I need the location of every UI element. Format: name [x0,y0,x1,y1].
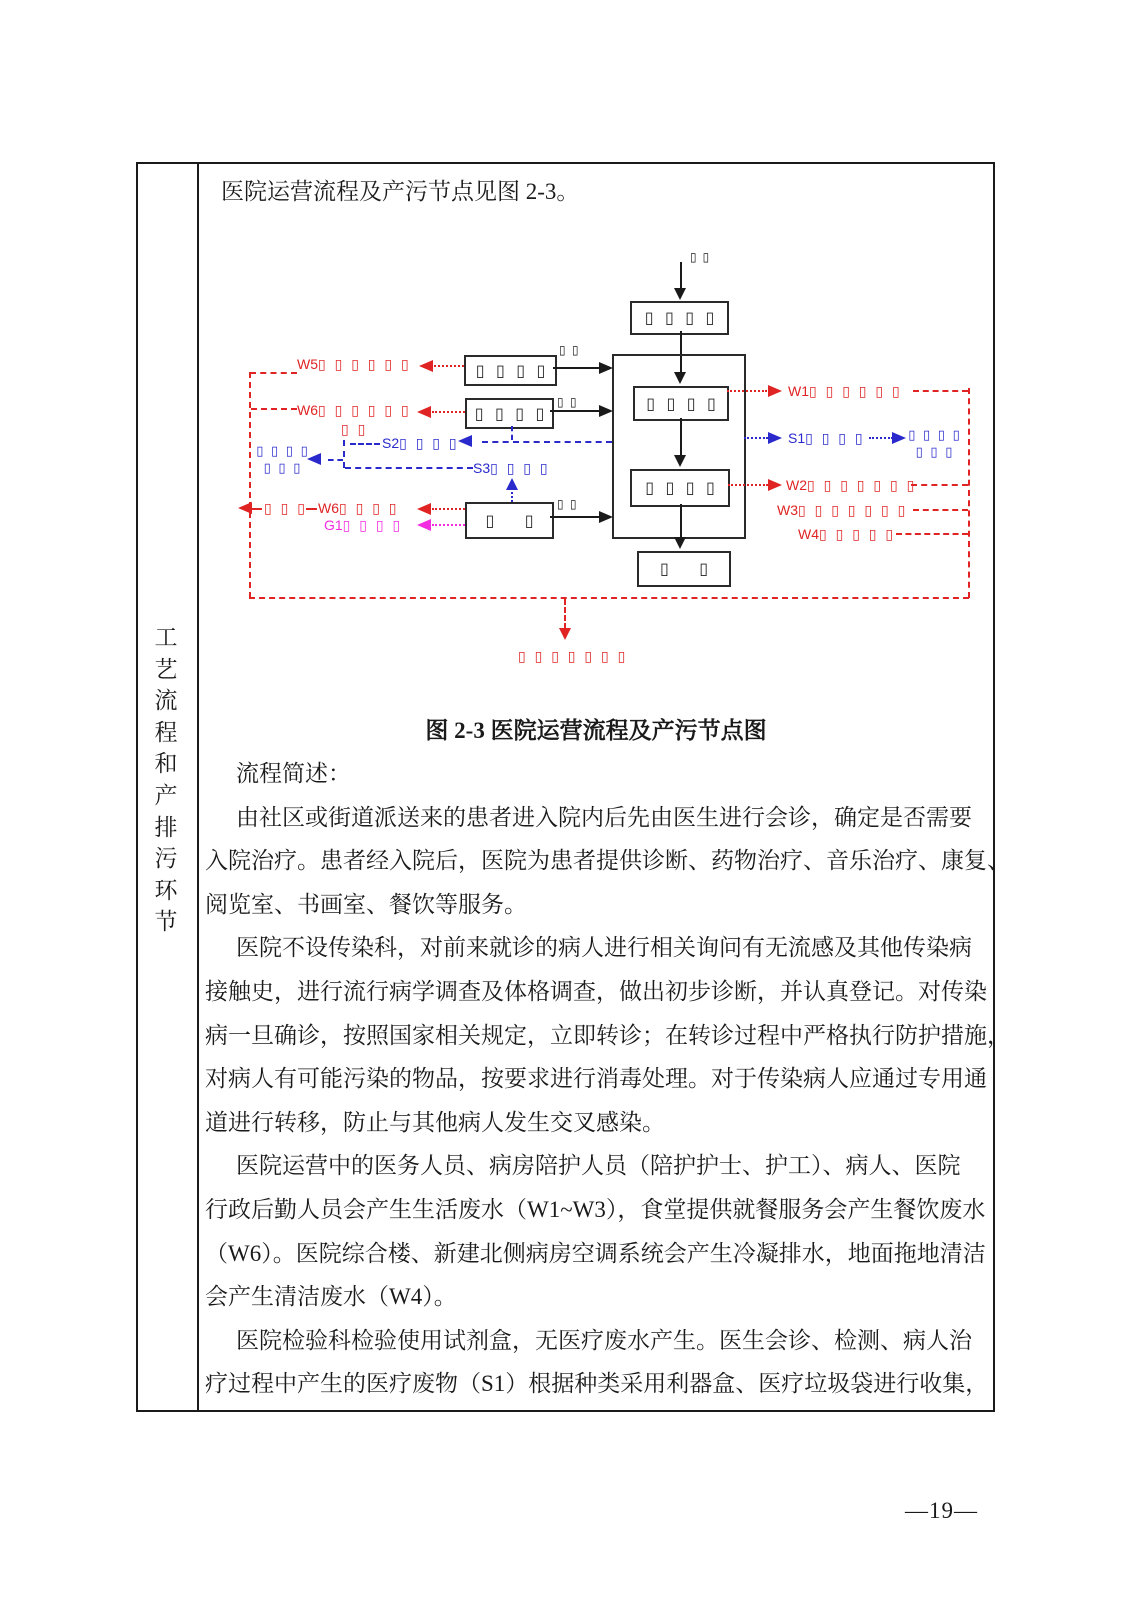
arrow-left-w5 [419,360,433,372]
flow-box-inner1: ▯ ▯ ▯ ▯ [633,386,729,421]
arrow-down-into-top-box [674,288,686,300]
flow-label-s3: S3▯ ▯ ▯ ▯ [473,460,548,476]
flow-line-inner1-inner2 [680,418,682,456]
dash-connector-w4 [896,533,968,535]
dotted-line-w6b [432,508,465,510]
feed-label-c: ▯ ▯ [557,497,577,511]
flow-box-main [612,354,746,539]
blue-left-text [252,442,312,476]
arrow-right-feed-a [599,362,613,374]
dash-connector-w2 [911,484,968,486]
body-line: 病一旦确诊，按照国家相关规定，立即转诊；在转诊过程中严格执行防护措施， [205,1022,1010,1048]
arrow-right-w1 [768,385,782,397]
flow-label-g1: G1▯ ▯ ▯ ▯ [324,517,401,533]
arrow-right-feed-c [599,511,613,523]
arrow-down-bottom-note [559,628,571,640]
flow-box-top: ▯ ▯ ▯ ▯ [630,301,729,335]
dash-exit-2 [306,508,317,510]
dashed-line-bottom-note [564,599,566,629]
dash-exit-1 [252,508,262,510]
row-header-process-flow: 工艺流程和产排污环节 [154,625,178,935]
body-line: 行政后勤人员会产生生活废水（W1~W3），食堂提供就餐服务会产生餐饮废水 [205,1196,986,1222]
body-line: 医院运营中的医务人员、病房陪护人员（陪护护士、护工）、病人、医院 [236,1153,961,1179]
body-line: 医院检验科检验使用试剂盒，无医疗废水产生。医生会诊、检测、病人治 [236,1327,972,1353]
body-line: 阅览室、书画室、餐饮等服务。 [205,891,527,917]
flow-label-w6b: W6▯ ▯ ▯ ▯ [318,500,397,516]
flow-label-w6: W6▯ ▯ ▯ ▯ ▯ ▯ [297,402,409,418]
flow-label-w2: W2▯ ▯ ▯ ▯ ▯ ▯ ▯ [786,477,915,493]
dotted-line-w6 [432,411,465,413]
red-boundary-left [249,372,251,598]
dashed-line-s2-right [482,441,612,443]
flow-label-bottom-note: ▯ ▯ ▯ ▯ ▯ ▯ ▯ [518,648,626,664]
flow-label-w4: W4▯ ▯ ▯ ▯ ▯ [798,526,894,542]
body-line: 疗过程中产生的医疗废物（S1）根据种类采用利器盒、医疗垃圾袋进行收集， [205,1371,989,1397]
drop-line-box-b [511,426,513,440]
flow-box-inner2: ▯ ▯ ▯ ▯ [630,469,730,507]
dotted-line-w5 [434,365,464,367]
dotted-line-s3-up [511,488,513,502]
flow-line-main-bottom [680,504,682,538]
dash-connector-w6 [251,408,297,410]
flow-label-w1: W1▯ ▯ ▯ ▯ ▯ ▯ [788,383,900,399]
body-line: 道进行转移，防止与其他病人发生交叉感染。 [205,1109,665,1135]
body-line: 接触史，进行流行病学调查及体格调查，做出初步诊断，并认真登记。对传染 [205,978,987,1004]
dotted-line-g1 [432,524,465,526]
table-column-divider [197,162,199,1410]
feed-line-c [550,516,600,518]
flow-box-left-a: ▯ ▯ ▯ ▯ [464,355,557,386]
elbow-s2-s3 [343,440,345,468]
arrow-down-into-bottom-box [674,537,686,549]
body-line: 入院治疗。患者经入院后，医院为患者提供诊断、药物治疗、音乐治疗、康复、 [205,848,1010,874]
flow-line-top [680,262,682,290]
arrow-right-feed-b [599,405,613,417]
page-number: —19— [905,1498,978,1523]
arrow-right-w2 [768,479,782,491]
arrow-left-w6 [417,406,431,418]
flow-label-w3: W3▯ ▯ ▯ ▯ ▯ ▯ ▯ [777,502,906,518]
body-line: （W6）。医院综合楼、新建北侧病房空调系统会产生冷凝排水，地面拖地清洁 [205,1240,986,1266]
arrow-left-w6b [417,503,431,515]
blue-right-line1: ▯ ▯ ▯ ▯ [908,427,960,442]
intro-sentence: 医院运营流程及产污节点见图 2-3。 [221,179,580,204]
flow-label-s1: S1▯ ▯ ▯ ▯ [788,430,863,446]
body-line: 流程简述： [236,761,351,786]
dashed-line-s2-left [350,443,380,445]
red-boundary-right [968,388,970,598]
dash-connector-w1 [913,390,968,392]
arrow-right-s1 [768,432,782,444]
red-boundary-bottom [249,597,969,599]
flow-label-top-feed: ▯ ▯ [690,250,710,264]
dash-connector-w5 [250,372,297,374]
body-text [205,752,1010,1406]
dash-connector-w3 [913,509,968,511]
flow-box-left-b: ▯ ▯ ▯ ▯ [465,398,554,429]
arrow-left-g1 [417,519,431,531]
body-line: 医院不设传染科，对前来就诊的病人进行相关询问有无流感及其他传染病 [236,935,972,961]
dotted-line-s1-block [869,437,893,439]
flow-box-left-c: ▯ ▯ [465,502,554,539]
dotted-line-w2 [728,484,768,486]
figure-caption: 图 2-3 医院运营流程及产污节点图 [425,718,767,743]
body-line: 对病人有可能污染的物品，按要求进行消毒处理。对于传染病人应通过专用通 [205,1066,987,1092]
flow-box-bottom: ▯ ▯ [637,551,731,587]
body-line: 会产生清洁废水（W4）。 [205,1284,457,1310]
arrow-left-s2 [458,435,472,447]
dashed-line-to-blue-block [328,459,343,461]
blue-left-line2: ▯ ▯ ▯ [263,460,301,475]
flow-label-w6-sub: ▯ ▯ [341,421,366,437]
flow-label-w5: W5▯ ▯ ▯ ▯ ▯ ▯ [297,356,409,372]
flow-label-s2: S2▯ ▯ ▯ ▯ [382,435,457,451]
blue-right-line2: ▯ ▯ ▯ [915,444,953,459]
feed-line-b [550,410,600,412]
blue-left-line1: ▯ ▯ ▯ ▯ [256,443,308,458]
arrow-right-s1-block [892,432,906,444]
feed-label-a: ▯ ▯ [559,343,579,357]
dotted-line-s1 [744,437,768,439]
blue-right-text [906,426,962,460]
flow-label-exit-pre: ▯ ▯ ▯ [264,500,305,516]
feed-line-a [553,367,600,369]
arrow-down-into-inner2 [674,455,686,467]
dotted-line-w1 [727,390,767,392]
feed-label-b: ▯ ▯ [557,395,577,409]
body-line: 由社区或街道派送来的患者进入院内后先由医生进行会诊，确定是否需要 [236,804,972,830]
dashed-line-s3 [345,467,473,469]
